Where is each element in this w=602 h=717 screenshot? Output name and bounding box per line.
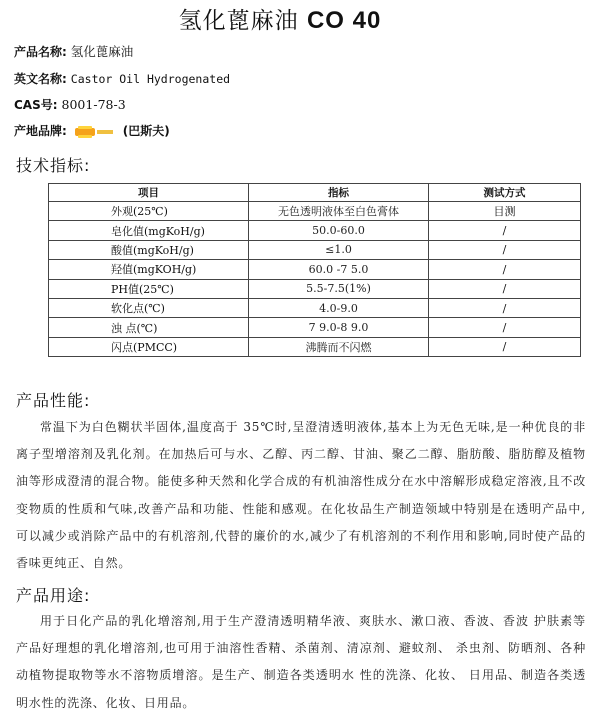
table-row	[49, 318, 581, 337]
table-cell: /	[429, 260, 581, 279]
uses-paragraph: 用于日化产品的乳化增溶剂,用于生产澄清透明精华液、爽肤水、漱口液、香波、香波 护肤素等产品好理想的乳化增溶剂,也可用于油溶性香精、杀菌剂、清凉剂、避蚊剂、 杀虫剂、防晒剂、各种动植物提取物等水不溶物质增溶。是生产、制造各类透明水 性的洗涤、化妆、 日用品、制造各类透明水性的洗涤、化妆、日用品。	[16, 614, 586, 710]
table-row	[49, 240, 581, 259]
title-cn: 氢化蓖麻油	[178, 8, 299, 34]
table-header-row	[49, 184, 581, 202]
english-name-value: Castor Oil Hydrogenated	[70, 72, 231, 86]
table-cell: 60.0 -7 5.0	[249, 260, 429, 279]
table-cell: 浊 点(℃)	[49, 318, 249, 337]
table-cell: /	[429, 337, 581, 356]
brand-label: 产地品牌:	[14, 124, 67, 138]
table-cell: PH值(25℃)	[49, 279, 249, 298]
properties-heading: 产品性能:	[16, 391, 91, 410]
table-cell: /	[429, 221, 581, 240]
table-row	[49, 279, 581, 298]
table-cell: 5.5-7.5(1%)	[249, 279, 429, 298]
table-row	[49, 260, 581, 279]
table-row	[49, 298, 581, 317]
table-row	[49, 221, 581, 240]
title-code: CO 40	[306, 7, 382, 34]
table-row	[49, 202, 581, 221]
product-name-label: 产品名称:	[14, 45, 67, 59]
spec-table	[48, 183, 581, 357]
table-cell: /	[429, 279, 581, 298]
table-cell: 7 9.0-8 9.0	[249, 318, 429, 337]
uses-heading: 产品用途:	[16, 586, 91, 605]
product-name-row	[14, 42, 133, 60]
table-cell: /	[429, 318, 581, 337]
table-cell: 外观(25℃)	[49, 202, 249, 221]
cas-row	[14, 96, 126, 113]
table-cell: /	[429, 298, 581, 317]
specs-heading: 技术指标:	[16, 156, 91, 175]
basf-logo-icon	[75, 125, 115, 139]
table-cell: ≤1.0	[249, 240, 429, 259]
table-header: 测试方式	[429, 184, 581, 202]
table-header: 项目	[49, 184, 249, 202]
table-cell: 软化点(℃)	[49, 298, 249, 317]
table-cell: 目测	[429, 202, 581, 221]
table-header: 指标	[249, 184, 429, 202]
table-cell: 50.0-60.0	[249, 221, 429, 240]
table-cell: 无色透明液体至白色膏体	[249, 202, 429, 221]
english-name-label: 英文名称:	[14, 72, 67, 86]
product-name-value: 氢化蓖麻油	[70, 44, 134, 59]
brand-value: (巴斯夫)	[122, 124, 170, 138]
table-cell: /	[429, 240, 581, 259]
table-cell: 闪点(PMCC)	[49, 337, 249, 356]
table-row	[49, 337, 581, 356]
english-name-row	[14, 70, 230, 87]
page-title	[0, 2, 560, 35]
table-cell: 4.0-9.0	[249, 298, 429, 317]
table-cell: 羟值(mgKOH/g)	[49, 260, 249, 279]
table-cell: 沸腾而不闪燃	[249, 337, 429, 356]
brand-row	[14, 122, 170, 139]
cas-label: CAS号:	[14, 98, 58, 112]
table-cell: 酸值(mgKoH/g)	[49, 240, 249, 259]
properties-paragraph: 常温下为白色糊状半固体,温度高于 35℃时,呈澄清透明液体,基本上为无色无味,是一种优良的非离子型增溶剂及乳化剂。在加热后可与水、乙醇、丙二醇、甘油、聚乙二醇、脂肪酸、脂肪醇及植物油等形成澄清的混合物。能使多种天然和化学合成的有机油溶性成分在水中溶解形成稳定溶液,且不改变物质的性质和气味,改善产品和功能、性能和感观。在化妆品生产制造领域中特别是在透明产品中,可以减少或消除产品中的有机溶剂,代替的廉价的水,减少了有机溶剂的不利作用和影响,同时使产品的香味更纯正、自然。	[16, 420, 586, 571]
table-cell: 皂化值(mgKoH/g)	[49, 221, 249, 240]
cas-value: 8001-78-3	[61, 97, 126, 112]
